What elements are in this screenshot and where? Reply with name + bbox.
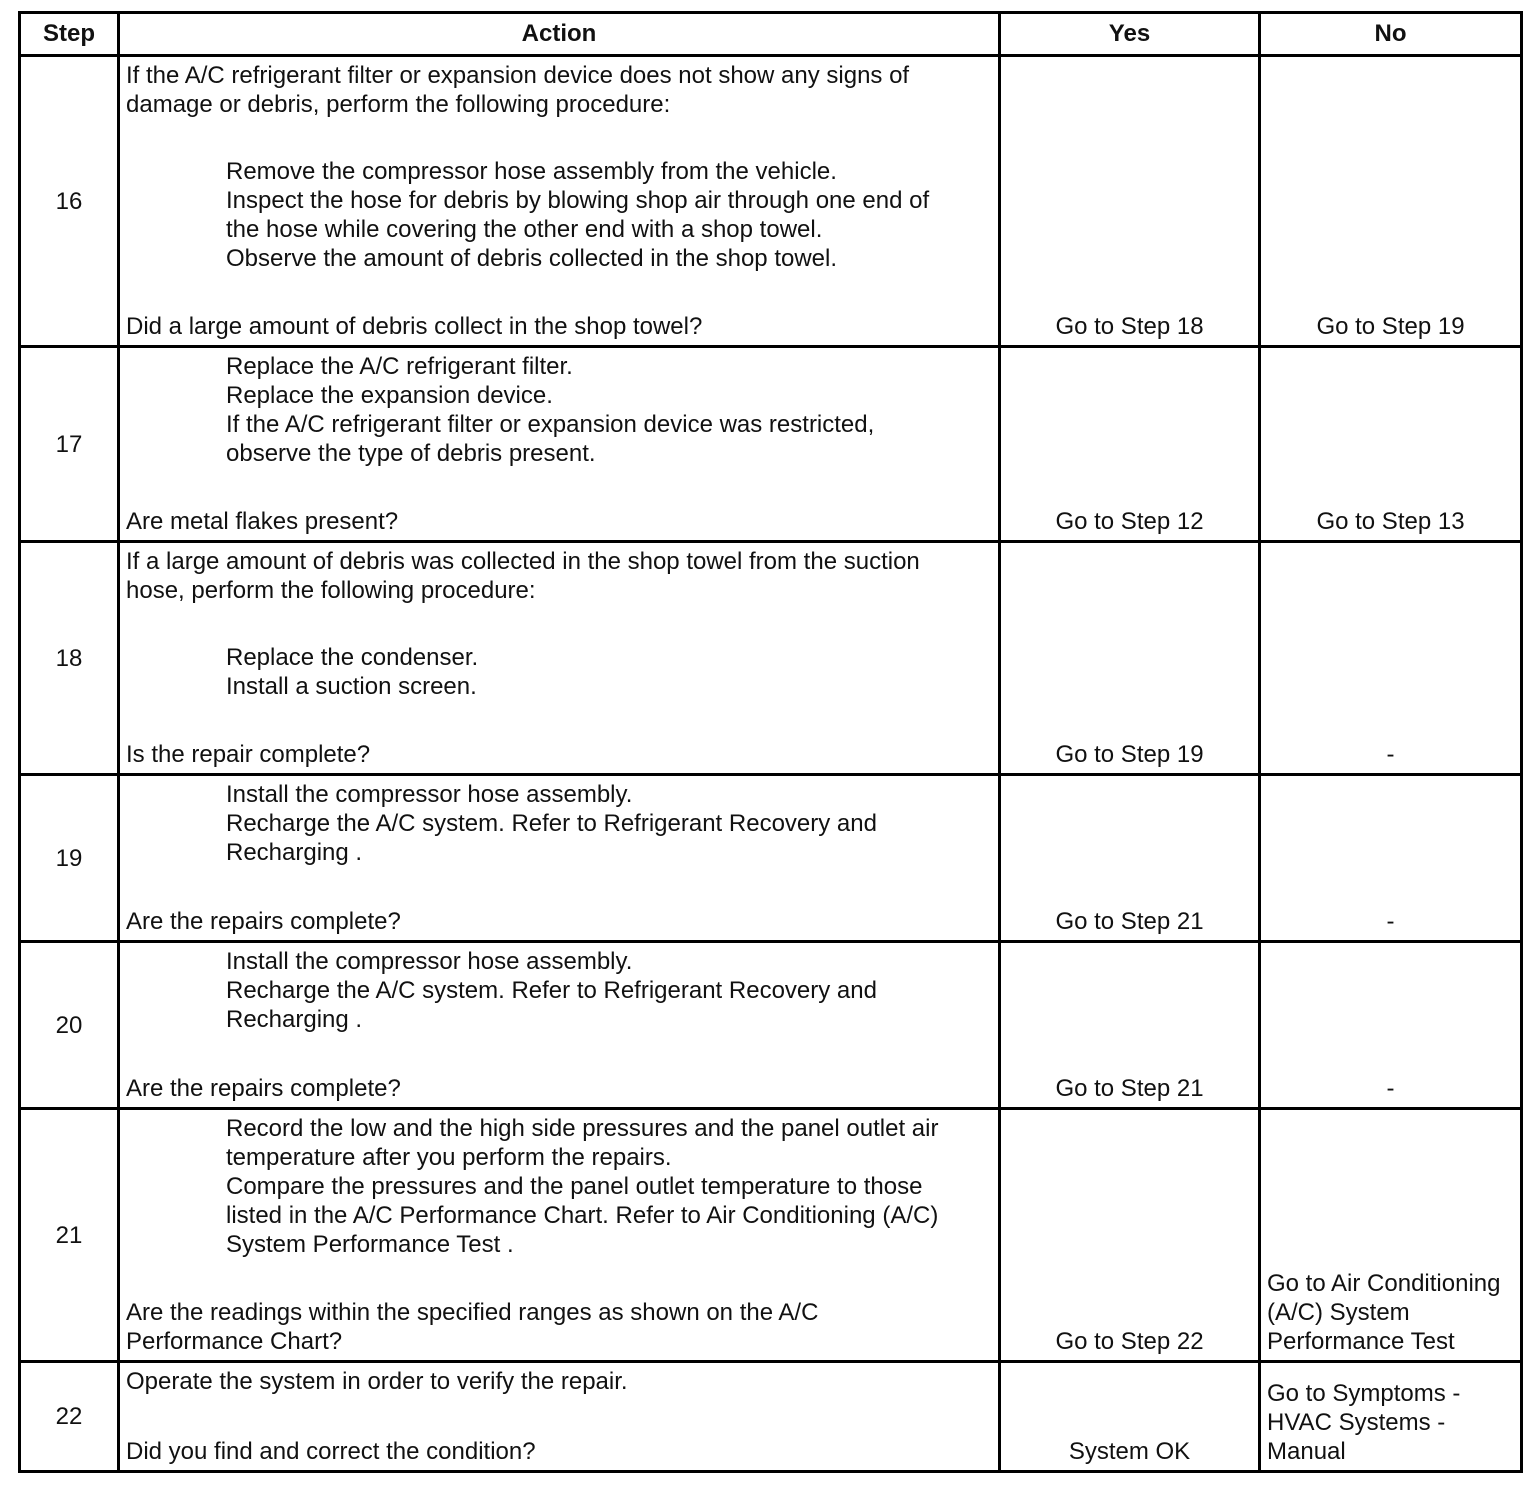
no-line: (A/C) System xyxy=(1267,1299,1410,1326)
action-cell xyxy=(119,942,1000,1109)
action-cell xyxy=(119,542,1000,775)
action-step-line: If the A/C refrigerant filter or expansion device was restricted, xyxy=(226,411,875,438)
action-question: Did you find and correct the condition? xyxy=(126,1438,536,1465)
action-step-line: System Performance Test . xyxy=(226,1231,514,1258)
action-step-line: Recharge the A/C system. Refer to Refrigerant Recovery and xyxy=(226,977,877,1004)
action-question: Are the readings within the specified ranges as shown on the A/C xyxy=(126,1299,819,1326)
action-question: Is the repair complete? xyxy=(126,741,371,768)
step-number: 21 xyxy=(20,1109,119,1362)
no-cell: Go to Step 13 xyxy=(1260,347,1522,542)
action-question: Performance Chart? xyxy=(126,1328,343,1355)
no-line: Go to Air Conditioning xyxy=(1267,1270,1501,1297)
yes-cell: Go to Step 18 xyxy=(1000,56,1260,347)
action-step-line: Replace the condenser. xyxy=(226,644,479,671)
action-question: Did a large amount of debris collect in the shop towel? xyxy=(126,313,703,340)
table-row xyxy=(20,347,1522,542)
action-intro-line: If a large amount of debris was collected in the shop towel from the suction xyxy=(126,548,920,575)
action-step-line: Install the compressor hose assembly. xyxy=(226,948,633,975)
step-number: 19 xyxy=(20,775,119,942)
no-line: Go to Symptoms - xyxy=(1267,1380,1461,1407)
step-number: 18 xyxy=(20,542,119,775)
action-step-line: Install the compressor hose assembly. xyxy=(226,781,633,808)
no-cell: - xyxy=(1260,775,1522,942)
diagnostic-table xyxy=(18,11,1523,1473)
table-row xyxy=(20,1109,1522,1362)
action-step-line: Inspect the hose for debris by blowing shop air through one end of xyxy=(226,187,930,214)
action-intro-line: damage or debris, perform the following procedure: xyxy=(126,91,671,118)
action-cell xyxy=(119,1109,1000,1362)
action-intro-line: Operate the system in order to verify the repair. xyxy=(126,1368,628,1395)
no-line: HVAC Systems - xyxy=(1267,1409,1446,1436)
header-step: Step xyxy=(20,13,119,56)
action-question: Are the repairs complete? xyxy=(126,1075,401,1102)
action-step-line: listed in the A/C Performance Chart. Refer to Air Conditioning (A/C) xyxy=(226,1202,939,1229)
action-step-line: Recharging . xyxy=(226,839,363,866)
table-row xyxy=(20,942,1522,1109)
no-cell xyxy=(1260,1362,1522,1472)
header-row xyxy=(20,13,1522,56)
action-step-line: observe the type of debris present. xyxy=(226,440,596,467)
no-line: Manual xyxy=(1267,1438,1346,1465)
action-step-line: Recharging . xyxy=(226,1006,363,1033)
action-intro-line: If the A/C refrigerant filter or expansion device does not show any signs of xyxy=(126,62,910,89)
action-step-line: Observe the amount of debris collected in the shop towel. xyxy=(226,245,838,272)
table-row xyxy=(20,775,1522,942)
action-cell xyxy=(119,775,1000,942)
action-step-line: Compare the pressures and the panel outlet temperature to those xyxy=(226,1173,923,1200)
action-step-line: Record the low and the high side pressures and the panel outlet air xyxy=(226,1115,939,1142)
step-number: 20 xyxy=(20,942,119,1109)
action-step-line: temperature after you perform the repairs. xyxy=(226,1144,672,1171)
action-step-line: Replace the expansion device. xyxy=(226,382,553,409)
action-step-line: Remove the compressor hose assembly from the vehicle. xyxy=(226,158,837,185)
action-step-line: Recharge the A/C system. Refer to Refrigerant Recovery and xyxy=(226,810,877,837)
no-line: Performance Test xyxy=(1267,1328,1455,1355)
no-cell: - xyxy=(1260,542,1522,775)
table-row xyxy=(20,1362,1522,1472)
yes-cell: Go to Step 22 xyxy=(1000,1109,1260,1362)
table-row xyxy=(20,56,1522,347)
yes-cell: Go to Step 19 xyxy=(1000,542,1260,775)
header-yes: Yes xyxy=(1000,13,1260,56)
step-number: 22 xyxy=(20,1362,119,1472)
action-cell xyxy=(119,56,1000,347)
action-question: Are the repairs complete? xyxy=(126,908,401,935)
no-cell: Go to Step 19 xyxy=(1260,56,1522,347)
header-no: No xyxy=(1260,13,1522,56)
yes-cell: System OK xyxy=(1000,1362,1260,1472)
yes-cell: Go to Step 21 xyxy=(1000,775,1260,942)
yes-cell: Go to Step 21 xyxy=(1000,942,1260,1109)
no-cell: - xyxy=(1260,942,1522,1109)
action-step-line: Install a suction screen. xyxy=(226,673,477,700)
header-action: Action xyxy=(119,13,1000,56)
action-step-line: Replace the A/C refrigerant filter. xyxy=(226,353,573,380)
step-number: 16 xyxy=(20,56,119,347)
action-step-line: the hose while covering the other end with a shop towel. xyxy=(226,216,823,243)
action-cell xyxy=(119,1362,1000,1472)
action-cell xyxy=(119,347,1000,542)
yes-cell: Go to Step 12 xyxy=(1000,347,1260,542)
action-intro-line: hose, perform the following procedure: xyxy=(126,577,536,604)
table-row xyxy=(20,542,1522,775)
step-number: 17 xyxy=(20,347,119,542)
action-question: Are metal flakes present? xyxy=(126,508,399,535)
no-cell xyxy=(1260,1109,1522,1362)
